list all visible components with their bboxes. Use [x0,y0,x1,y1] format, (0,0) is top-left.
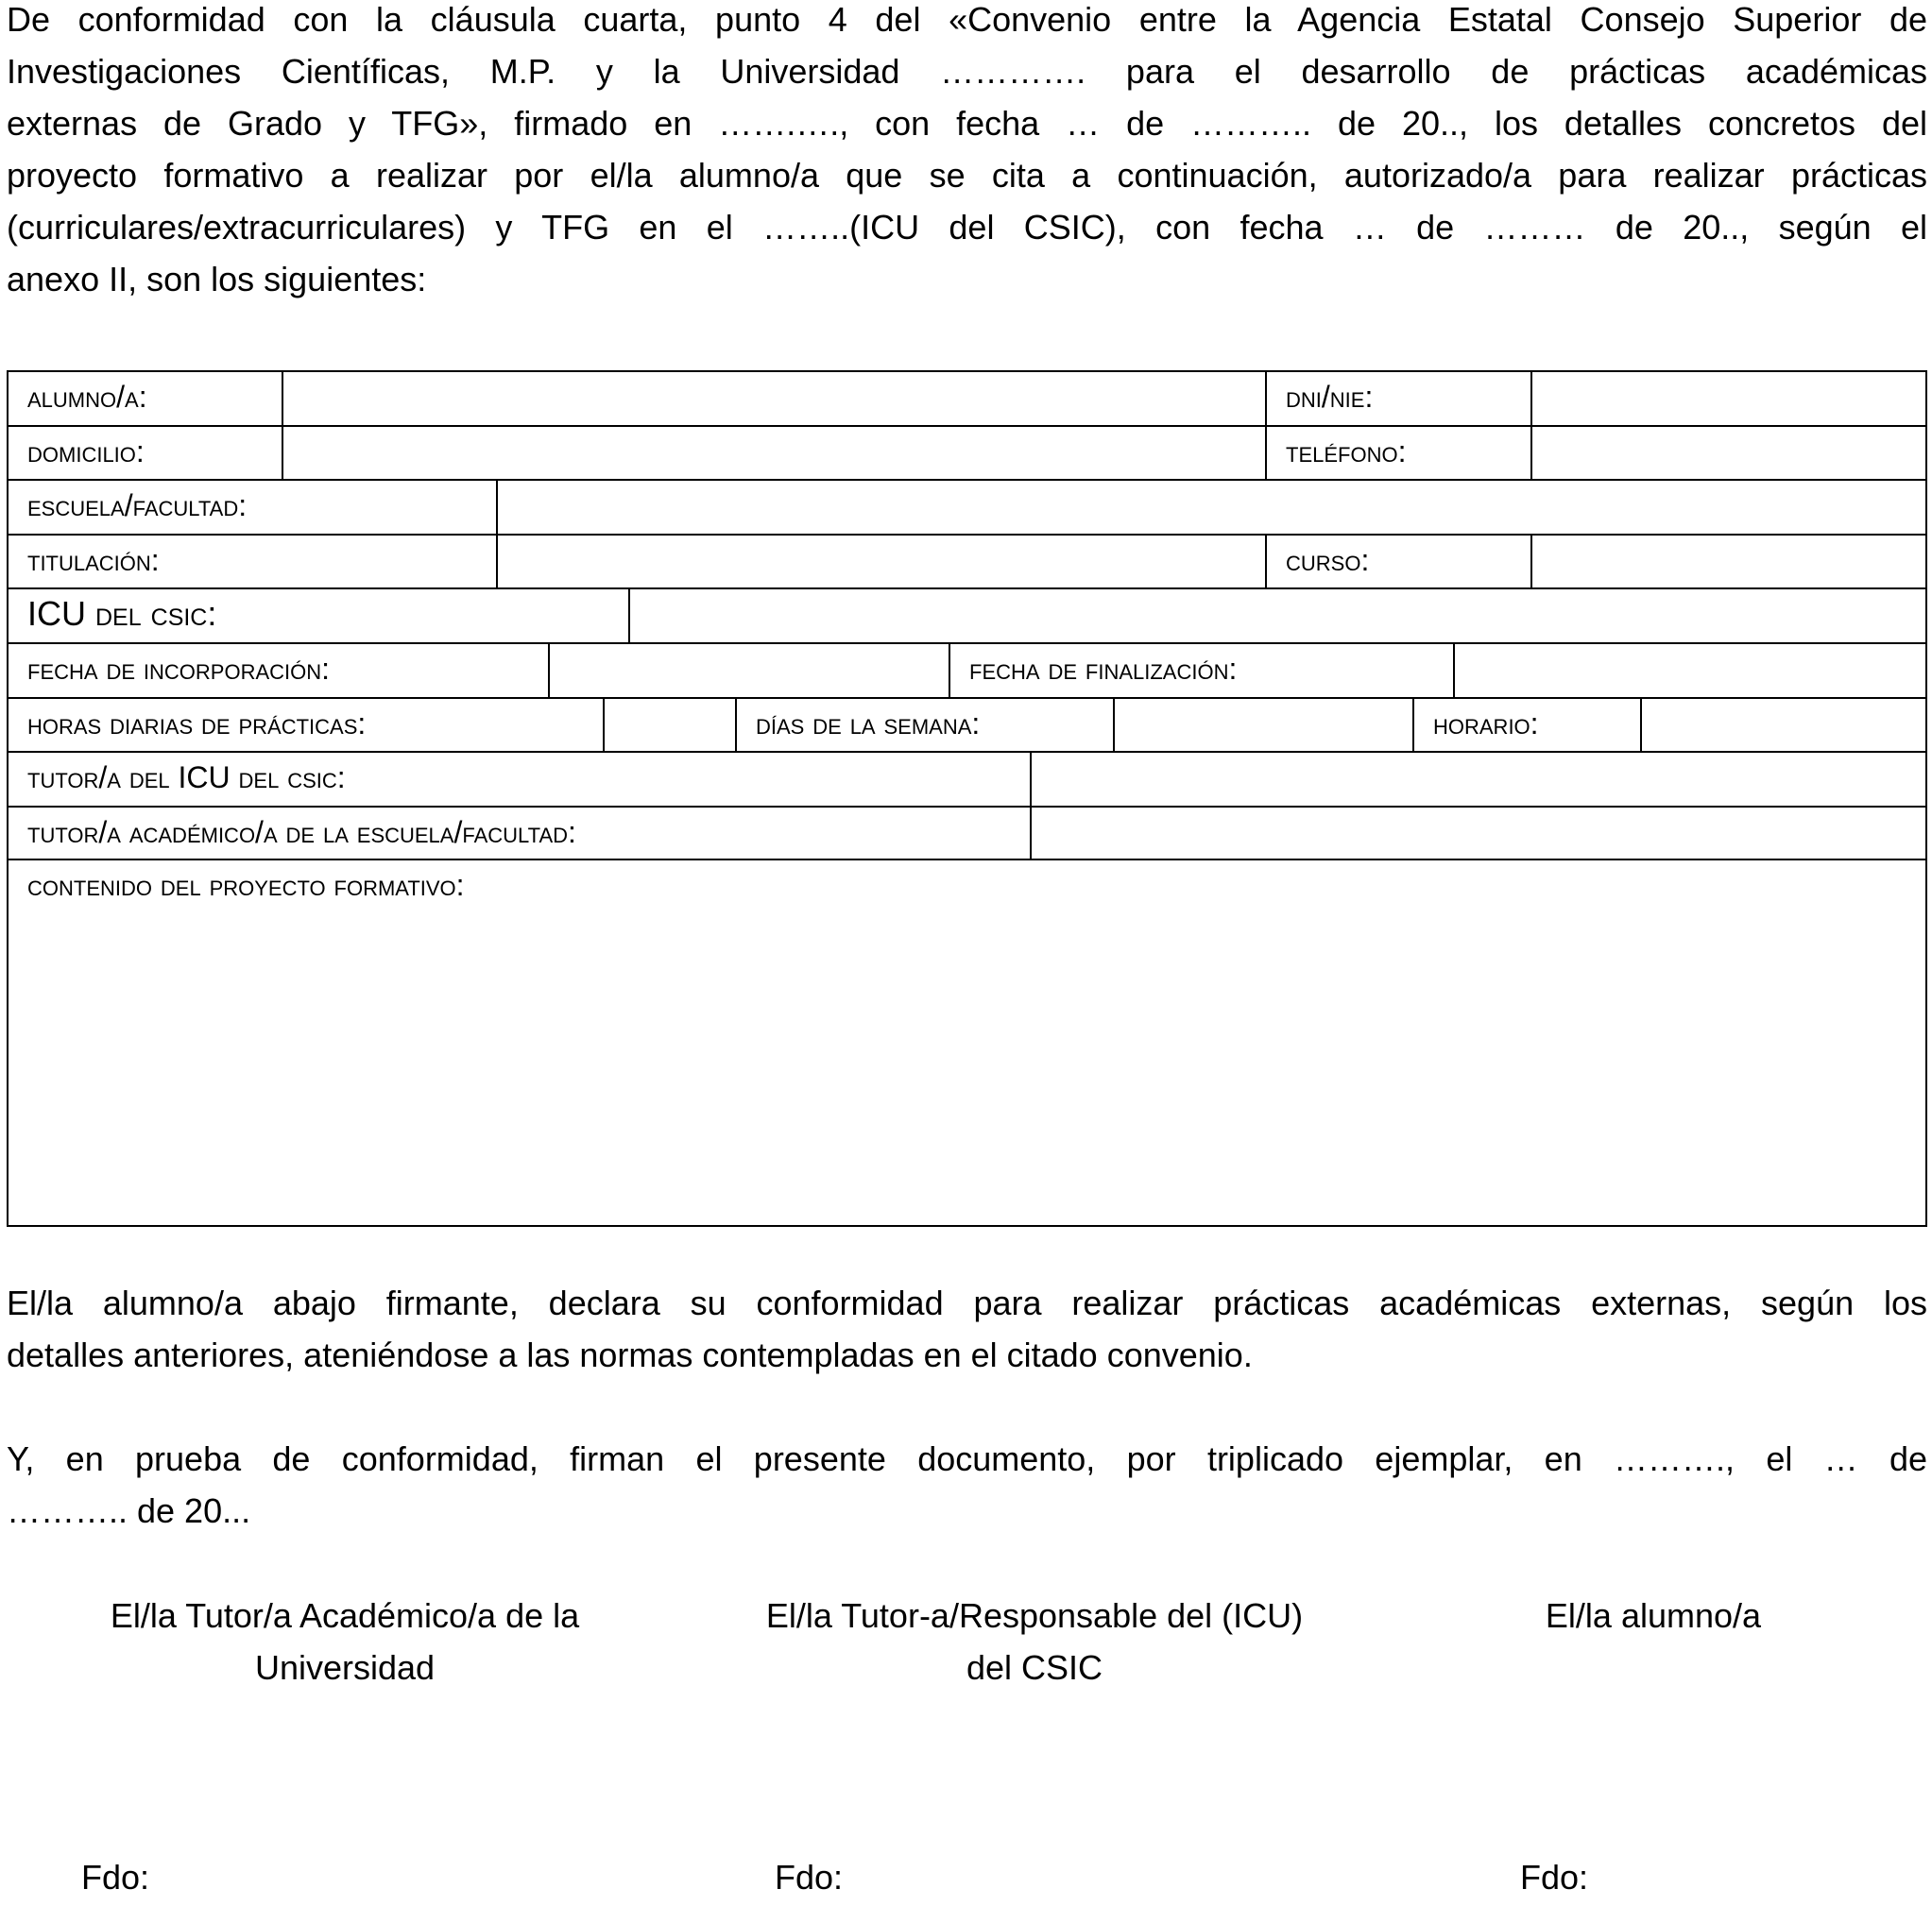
intro-line: De conformidad con la cláusula cuarta, punto 4 del «Convenio entre la Agencia Estatal Consejo Superior de [7,0,1927,39]
row-contenido[interactable] [7,859,1927,1227]
label-horario: horario: [1433,706,1539,740]
declaration-line: detalles anteriores, ateniéndose a las normas contempladas en el citado convenio. [7,1336,1253,1374]
label-horas: horas diarias de prácticas: [27,706,367,740]
row-escuela [7,479,1927,536]
fdo-alumno: Fdo: [1520,1858,1589,1897]
dias-label-cell [735,699,1115,751]
signature-alumno [1417,1590,1889,1642]
declaration-line: El/la alumno/a abajo firmante, declara su conformidad para realizar prácticas académicas externas, según los [7,1284,1927,1322]
dni-label-cell [1265,372,1532,425]
titulacion-field[interactable] [496,536,1267,587]
icu-field[interactable] [628,589,1925,642]
declaration-paragraph [7,1277,1927,1381]
row-titulacion [7,534,1927,589]
fecha-finalizacion-field[interactable] [1453,644,1925,697]
label-fecha-incorporacion: fecha de incorporación: [27,652,331,686]
row-tutor-academico [7,806,1927,860]
proof-line: Y, en prueba de conformidad, firman el presente documento, por triplicado ejemplar, en ………., el … de [7,1439,1927,1478]
label-titulacion: titulación: [27,543,160,577]
horario-label-cell [1412,699,1642,751]
fdo-tutor-academico: Fdo: [81,1858,150,1897]
signature-title: El/la alumno/a [1545,1596,1762,1635]
row-alumno [7,370,1927,427]
label-dias: días de la semana: [756,706,981,740]
proof-paragraph [7,1433,1927,1537]
dni-field[interactable] [1530,372,1925,425]
dias-field[interactable] [1113,699,1414,751]
fdo-tutor-icu: Fdo: [775,1858,844,1897]
tutor-icu-field[interactable] [1030,753,1925,806]
signature-title: del CSIC [966,1648,1103,1687]
signature-tutor-academico [38,1590,652,1693]
row-horas [7,697,1927,753]
curso-field[interactable] [1530,536,1925,587]
label-domicilio: domicilio: [27,434,145,468]
row-tutor-icu [7,751,1927,808]
telefono-label-cell [1265,427,1532,479]
label-fecha-finalizacion: fecha de finalización: [969,652,1238,686]
row-domicilio [7,425,1927,481]
domicilio-field[interactable] [282,427,1265,479]
intro-line: externas de Grado y TFG», firmado en …….…., con fecha … de ……….. de 20.., los detalles concretos del [7,104,1927,143]
label-dni: dni/nie: [1286,380,1374,414]
escuela-field[interactable] [496,481,1925,534]
label-tutor-academico: tutor/a académico/a de la escuela/facultad: [27,815,576,849]
fecha-incorporacion-field[interactable] [548,644,950,697]
label-escuela: escuela/facultad: [27,488,248,522]
row-fechas [7,642,1927,699]
alumno-field[interactable] [282,372,1265,425]
intro-paragraph [7,0,1927,305]
horario-field[interactable] [1640,699,1925,751]
label-tutor-icu: tutor/a del ICU del csic: [27,760,346,794]
label-curso: curso: [1286,543,1370,577]
signature-tutor-icu [699,1590,1370,1693]
fecha-fin-label-cell [949,644,1455,697]
curso-label-cell [1265,536,1532,587]
signature-title: El/la Tutor/a Académico/a de la [110,1596,580,1635]
signature-title: Universidad [254,1648,436,1687]
label-alumno: alumno/a: [27,380,147,414]
signature-title: El/la Tutor-a/Responsable del (ICU) [765,1596,1304,1635]
intro-line: Investigaciones Científicas, M.P. y la Universidad …………. para el desarrollo de prácticas académicas [7,52,1927,91]
proof-line: ……….. de 20... [7,1491,251,1530]
intro-line: (curriculares/extracurriculares) y TFG en el ……..(ICU del CSIC), con fecha … de ……… de 20.., según el [7,208,1927,247]
intro-line: anexo II, son los siguientes: [7,260,427,298]
intro-line: proyecto formativo a realizar por el/la alumno/a que se cita a continuación, autorizado/a para realizar prácticas [7,156,1927,195]
label-telefono: teléfono: [1286,434,1407,468]
row-icu [7,587,1927,644]
label-icu: ICU del csic: [27,594,217,633]
horas-field[interactable] [603,699,737,751]
telefono-field[interactable] [1530,427,1925,479]
label-contenido: contenido del proyecto formativo: [27,868,465,902]
tutor-academico-field[interactable] [1030,808,1925,859]
